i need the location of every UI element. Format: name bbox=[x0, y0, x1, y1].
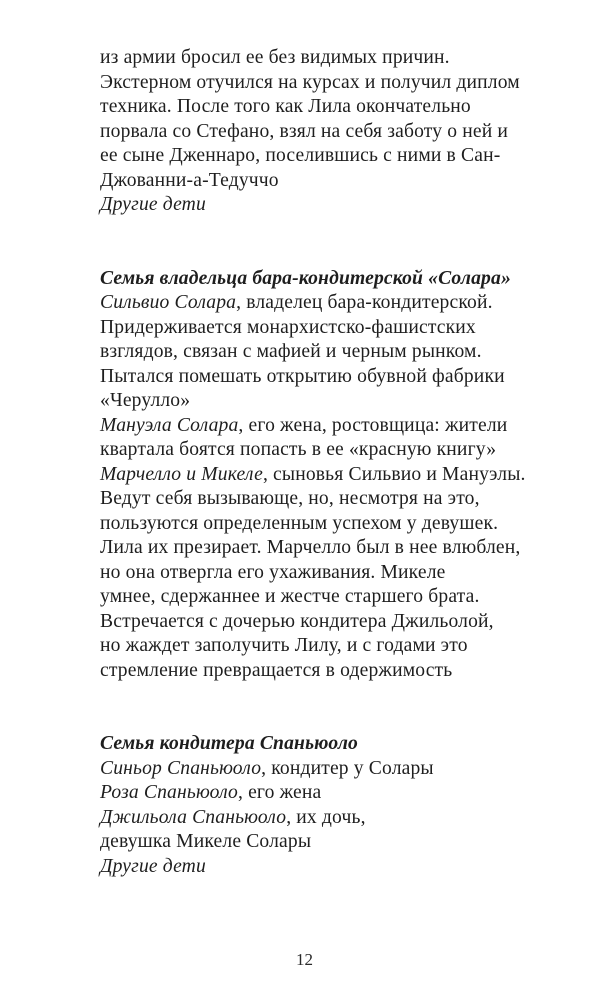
entry-gigliola bbox=[100, 806, 570, 831]
entry-manuela bbox=[100, 414, 570, 439]
other-children-entry: Другие дети bbox=[100, 855, 206, 877]
text-line: взглядов, связан с мафией и черным рынком. bbox=[100, 341, 482, 362]
character-name: Синьор Спаньюоло bbox=[100, 757, 262, 779]
entry-marcello-michele bbox=[100, 463, 570, 488]
book-page-text bbox=[100, 46, 570, 879]
text-line: Джованни-а-Тедуччо bbox=[100, 169, 279, 191]
text-line: Ведут себя вызывающе, но, несмотря на это, bbox=[100, 488, 480, 509]
character-description: , сыновья Сильвио и Мануэлы. bbox=[262, 463, 526, 485]
page-number: 12 bbox=[296, 950, 313, 969]
other-children-entry: Другие дети bbox=[100, 194, 206, 215]
text-line: «Черулло» bbox=[100, 390, 191, 411]
section-spacer bbox=[100, 218, 570, 267]
character-description: , его жена, ростовщица: жители bbox=[238, 414, 508, 436]
section-heading-spagnuolo: Семья кондитера Спаньюоло bbox=[100, 733, 358, 754]
text-line: но жаждет заполучить Лилу, и с годами это bbox=[100, 635, 468, 656]
text-line: техника. После того как Лила окончательно bbox=[100, 96, 471, 117]
section-heading-solara: Семья владельца бара-кондитерской «Солара» bbox=[100, 267, 511, 289]
character-name: Марчелло и Микеле bbox=[100, 463, 263, 485]
entry-signor-spagnuolo bbox=[100, 757, 570, 782]
text-line: Пытался помешать открытию обувной фабрики bbox=[100, 365, 505, 387]
character-name: Мануэла Солара bbox=[100, 414, 239, 436]
section-spacer bbox=[100, 683, 570, 732]
text-line: но она отвергла его ухаживания. Микеле bbox=[100, 561, 446, 583]
character-name: Роза Спаньюоло bbox=[100, 782, 238, 803]
text-line: пользуются определенным успехом у девушек. bbox=[100, 512, 499, 534]
text-line: девушка Микеле Солары bbox=[100, 831, 312, 852]
text-line: Встречается с дочерью кондитера Джильолой, bbox=[100, 610, 494, 632]
entry-rosa bbox=[100, 781, 570, 806]
text-line: Придерживается монархистско-фашистских bbox=[100, 316, 476, 338]
text-line: из армии бросил ее без видимых причин. bbox=[100, 47, 450, 68]
text-line: ее сыне Дженнаро, поселившись с ними в Сан- bbox=[100, 145, 501, 166]
character-description: , владелец бара-кондитерской. bbox=[236, 292, 493, 313]
character-description: , кондитер у Солары bbox=[261, 757, 434, 779]
text-line: квартала боятся попасть в ее «красную книгу» bbox=[100, 439, 497, 460]
text-line: умнее, сдержаннее и жестче старшего брата. bbox=[100, 586, 480, 607]
text-line: Экстерном отучился на курсах и получил диплом bbox=[100, 71, 520, 93]
text-line: порвала со Стефано, взял на себя заботу о ней и bbox=[100, 120, 509, 142]
character-name: Сильвио Солара bbox=[100, 292, 237, 313]
character-description: , их дочь, bbox=[286, 806, 366, 828]
character-description: , его жена bbox=[237, 782, 322, 803]
entry-silvio bbox=[100, 291, 570, 316]
text-line: стремление превращается в одержимость bbox=[100, 659, 453, 681]
text-line: Лила их презирает. Марчелло был в нее влюблен, bbox=[100, 537, 521, 558]
character-name: Джильола Спаньюоло bbox=[100, 806, 287, 828]
